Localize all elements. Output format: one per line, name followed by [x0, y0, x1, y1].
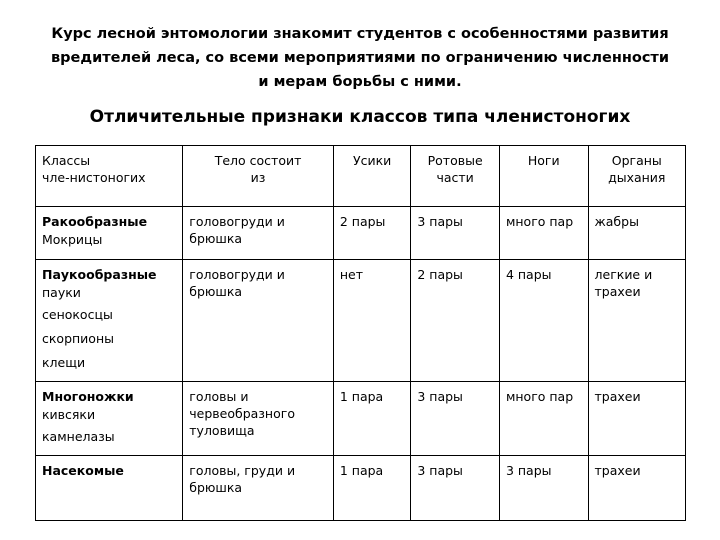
intro-line-1: Курс лесной энтомологии знакомит студентов с особенностями развития — [51, 26, 669, 42]
class-member: сенокосцы — [42, 307, 113, 322]
table-row — [36, 456, 686, 521]
table-row — [36, 382, 686, 456]
class-cell — [36, 456, 183, 521]
class-member: камнелазы — [42, 429, 115, 444]
intro-text — [40, 22, 680, 94]
class-member: пауки — [42, 285, 81, 300]
mouthparts-cell: 3 пары — [411, 382, 500, 456]
respiratory-cell: трахеи — [588, 382, 685, 456]
antennae-cell: нет — [333, 260, 411, 382]
mouthparts-cell: 3 пары — [411, 456, 500, 521]
intro-line-3: и мерам борьбы с ними. — [258, 74, 462, 90]
antennae-cell: 1 пара — [333, 456, 411, 521]
mouthparts-cell: 3 пары — [411, 207, 500, 260]
body-cell: головогруди и брюшка — [183, 260, 334, 382]
class-member: кивсяки — [42, 407, 96, 422]
class-name: Многоножки — [42, 389, 134, 404]
class-name: Паукообразные — [42, 267, 157, 282]
header-antennae: Усики — [333, 146, 411, 207]
class-cell — [36, 260, 183, 382]
header-body: Тело состоит из — [183, 146, 334, 207]
respiratory-cell: жабры — [588, 207, 685, 260]
class-name: Ракообразные — [42, 214, 148, 229]
table-row — [36, 260, 686, 382]
table-header-row — [36, 146, 686, 207]
antennae-cell: 1 пара — [333, 382, 411, 456]
class-member: клещи — [42, 355, 86, 370]
header-respiratory: Органы дыхания — [588, 146, 685, 207]
respiratory-cell: легкие и трахеи — [588, 260, 685, 382]
class-member: Мокрицы — [42, 232, 103, 247]
class-name: Насекомые — [42, 463, 124, 478]
body-cell: головогруди и брюшка — [183, 207, 334, 260]
legs-cell: 3 пары — [499, 456, 588, 521]
header-legs: Ноги — [499, 146, 588, 207]
mouthparts-cell: 2 пары — [411, 260, 500, 382]
intro-line-2: вредителей леса, со всеми мероприятиями по ограничению численности — [51, 50, 669, 66]
body-cell: головы, груди и брюшка — [183, 456, 334, 521]
arthropod-classes-table — [35, 145, 686, 521]
header-mouthparts: Ротовые части — [411, 146, 500, 207]
class-member: скорпионы — [42, 331, 114, 346]
table-heading: Отличительные признаки классов типа членистоногих — [89, 107, 631, 127]
table-row — [36, 207, 686, 260]
antennae-cell: 2 пары — [333, 207, 411, 260]
legs-cell: много пар — [499, 382, 588, 456]
legs-cell: много пар — [499, 207, 588, 260]
legs-cell: 4 пары — [499, 260, 588, 382]
class-cell — [36, 382, 183, 456]
class-cell — [36, 207, 183, 260]
respiratory-cell: трахеи — [588, 456, 685, 521]
body-cell: головы и червеобразного туловища — [183, 382, 334, 456]
header-classes: Классы чле-нистоногих — [36, 146, 183, 207]
